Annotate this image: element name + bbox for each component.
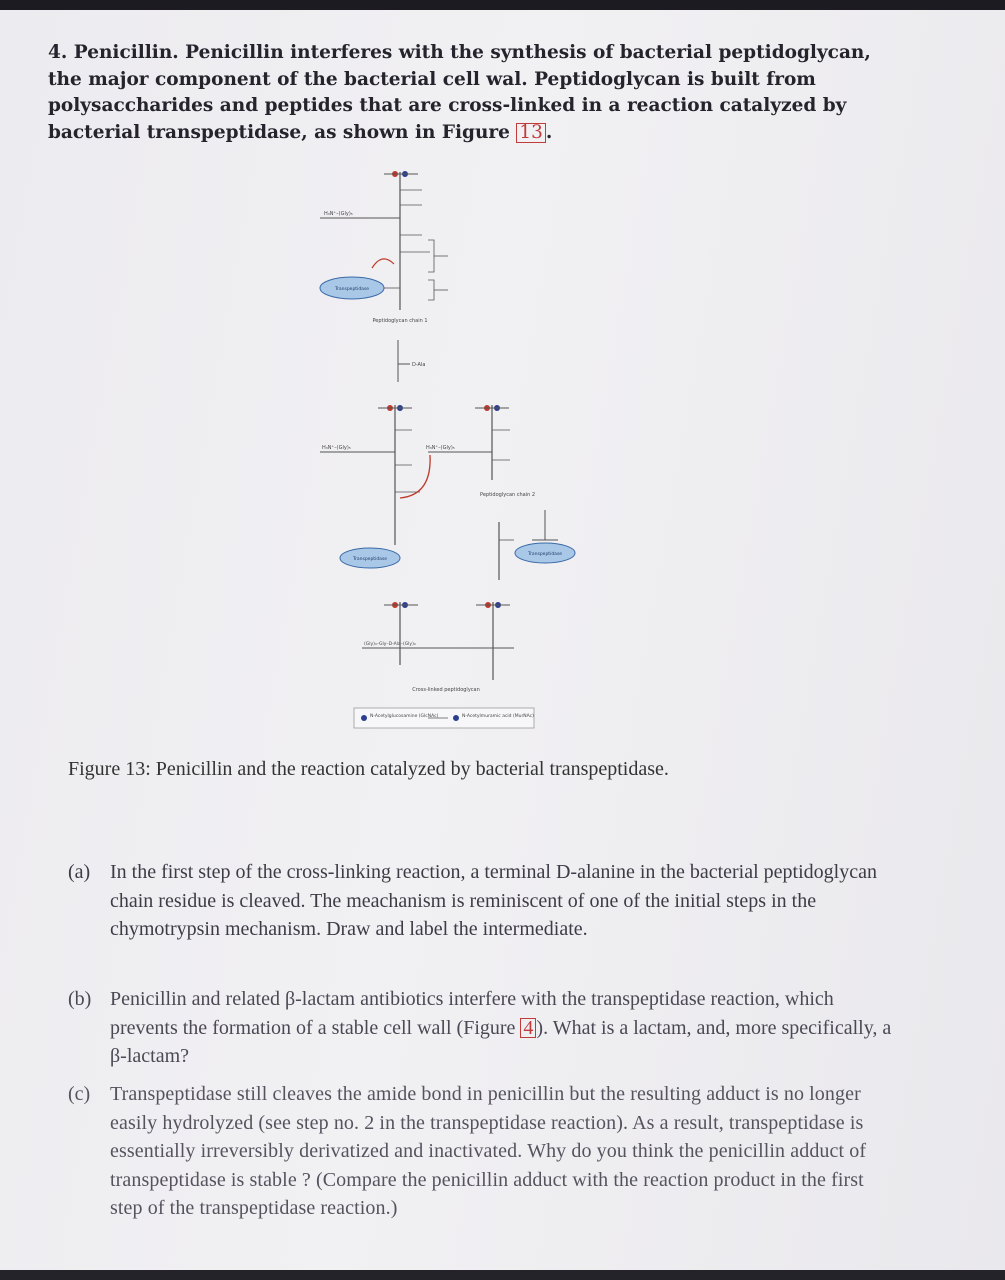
released-d-ala: [398, 340, 425, 382]
d-ala-label: D-Ala: [412, 362, 426, 368]
transpeptidase-label-3: Transpeptidase: [527, 552, 563, 557]
problem-statement: [48, 40, 880, 146]
part-b-body: [110, 985, 894, 1071]
legend-murnac-marker: [453, 715, 459, 721]
svg-text:(Gly)₄–Gly–D-Ala–(Gly)₄: (Gly)₄–Gly–D-Ala–(Gly)₄: [364, 642, 416, 647]
chain2-label: Peptidoglycan chain 2: [480, 492, 536, 498]
problem-title: Penicillin.: [73, 42, 179, 63]
part-b-text-1: Penicillin and related β-lactam antibiotics interfere with the transpeptidase reaction, which prevents the formation of a stable cell wall (Figure: [110, 988, 834, 1039]
legend-murnac: N-Acetylmuramic acid (MurNAc): [462, 714, 534, 719]
part-a-text: In the first step of the cross-linking reaction, a terminal D-alanine in the bacterial peptidoglycan chain residue is cleaved. The meachanism is reminiscent of one of the initial steps in the chymotrypsin mechanism. Draw and label the intermediate.: [110, 861, 877, 940]
transpeptidase-reaction-figure: [300, 160, 600, 740]
stage-3: [362, 602, 514, 693]
stage-2: [320, 405, 575, 580]
question-part-c: [68, 1080, 894, 1223]
question-part-a: [68, 858, 894, 944]
stage-1: [320, 171, 448, 324]
transpeptidase-label-2: Transpeptidase: [352, 557, 388, 562]
legend-glcnac: N-Acetylglucosamine (GlcNAc): [370, 714, 439, 719]
figure-ref-link[interactable]: 13: [516, 123, 546, 143]
part-b-label: (b): [68, 988, 92, 1010]
transpeptidase-label-1: Transpeptidase: [334, 287, 370, 292]
svg-text:H₃N⁺–(Gly)₅: H₃N⁺–(Gly)₅: [426, 445, 455, 451]
top-bezel: [0, 0, 1005, 10]
problem-text: Penicillin interferes with the synthesis of bacterial peptidoglycan, the major component of the bacterial cell wal. Peptidoglycan is built from polysaccharides and peptides that are cross-linked in a reaction catalyzed by bacterial transpeptidase, as shown in Figure: [48, 42, 871, 143]
svg-text:H₃N⁺–(Gly)₅: H₃N⁺–(Gly)₅: [324, 211, 353, 217]
question-part-b: [68, 985, 894, 1071]
chain1-label: Peptidoglycan chain 1: [372, 318, 428, 324]
nucleophilic-attack-arrow: [400, 455, 430, 498]
part-c-text: Transpeptidase still cleaves the amide bond in penicillin but the resulting adduct is no longer easily hydrolyzed (see step no. 2 in the transpeptidase reaction). As a result, transpeptidase is essentially irreversibly derivatized and inactivated. Why do you think the penicillin adduct of transpeptidase is stable ? (Compare the penicillin adduct with the reaction product in the first step of the transpeptidase reaction.): [110, 1083, 867, 1219]
figure-legend: [354, 708, 534, 728]
problem-number: 4.: [48, 42, 68, 63]
part-b-text-2: ). What is a lactam, and, more specifically, a β-lactam?: [110, 1016, 892, 1067]
figure-4-ref-link[interactable]: 4: [520, 1018, 536, 1038]
bottom-bezel: [0, 1270, 1005, 1280]
part-c-label: (c): [68, 1083, 91, 1105]
problem-text-end: .: [545, 121, 553, 143]
part-a-label: (a): [68, 861, 91, 883]
legend-glcnac-marker: [361, 715, 367, 721]
svg-text:H₃N⁺–(Gly)₅: H₃N⁺–(Gly)₅: [322, 445, 351, 451]
cross-linked-label: Cross-linked peptidoglycan: [412, 687, 480, 693]
figure-caption: Figure 13: Penicillin and the reaction catalyzed by bacterial transpeptidase.: [68, 758, 669, 780]
